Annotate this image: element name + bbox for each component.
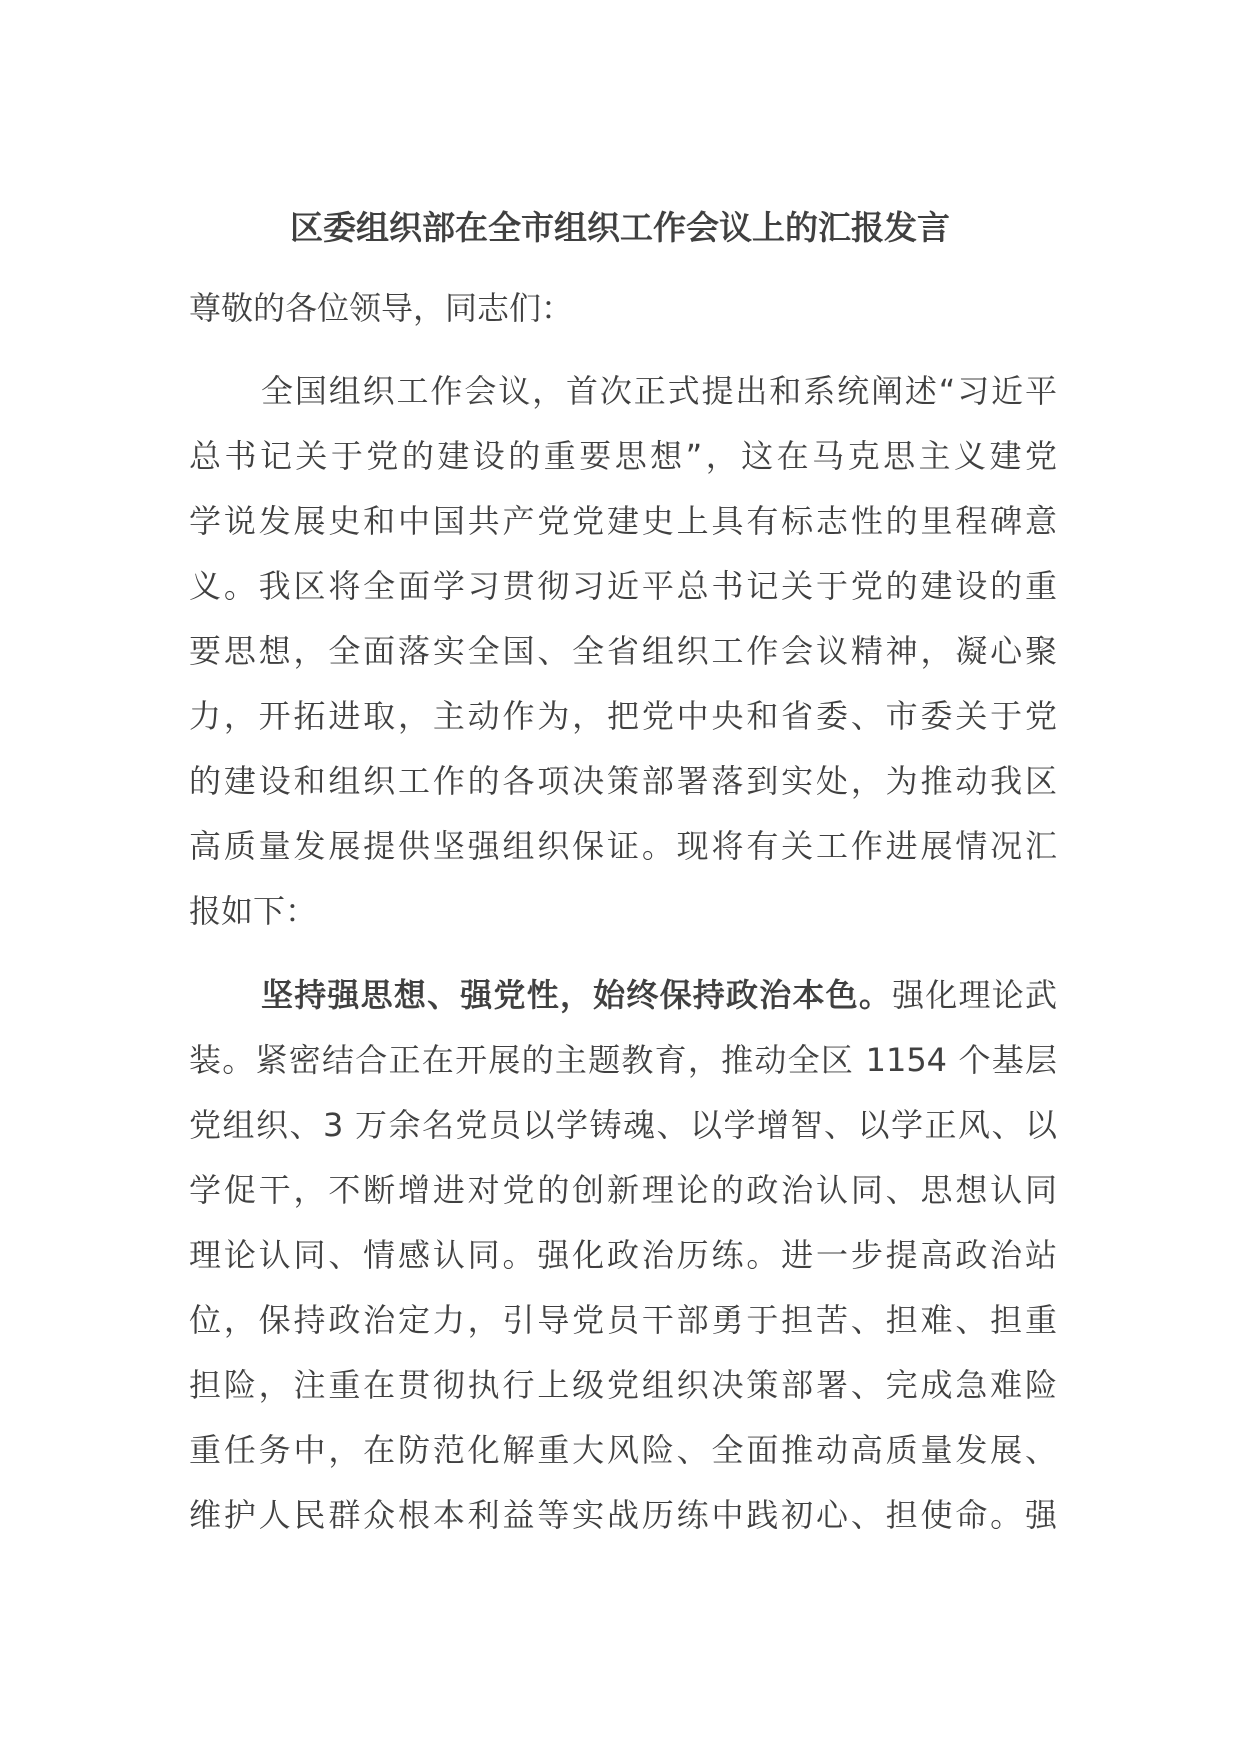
paragraph-line: 装。紧密结合正在开展的主题教育，推动全区 1154 个基层 bbox=[189, 1041, 1057, 1079]
paragraph-line: 全国组织工作会议，首次正式提出和系统阐述“习近平 bbox=[261, 372, 1057, 410]
paragraph-line: 高质量发展提供坚强组织保证。现将有关工作进展情况汇 bbox=[189, 827, 1057, 865]
paragraph-line: 力，开拓进取，主动作为，把党中央和省委、市委关于党 bbox=[189, 697, 1057, 735]
paragraph-line: 学说发展史和中国共产党党建史上具有标志性的里程碑意 bbox=[189, 502, 1057, 540]
section-heading: 坚持强思想、强党性，始终保持政治本色。 bbox=[261, 976, 893, 1014]
paragraph-line: 总书记关于党的建设的重要思想”，这在马克思主义建党 bbox=[189, 437, 1057, 475]
paragraph-line: 学促干，不断增进对党的创新理论的政治认同、思想认同 bbox=[189, 1171, 1057, 1209]
paragraph-line: 维护人民群众根本利益等实战历练中践初心、担使命。强 bbox=[189, 1496, 1057, 1534]
greeting: 尊敬的各位领导，同志们： bbox=[189, 289, 574, 327]
document-title: 区委组织部在全市组织工作会议上的汇报发言 bbox=[290, 208, 950, 247]
paragraph-line: 重任务中，在防范化解重大风险、全面推动高质量发展、 bbox=[189, 1431, 1057, 1469]
paragraph-line: 位，保持政治定力，引导党员干部勇于担苦、担难、担重 bbox=[189, 1301, 1057, 1339]
paragraph-line: 党组织、3 万余名党员以学铸魂、以学增智、以学正风、以 bbox=[189, 1106, 1057, 1144]
paragraph-line: 报如下： bbox=[189, 892, 318, 930]
paragraph-line: 理论认同、情感认同。强化政治历练。进一步提高政治站 bbox=[189, 1236, 1057, 1274]
paragraph-line: 要思想，全面落实全国、全省组织工作会议精神，凝心聚 bbox=[189, 632, 1057, 670]
paragraph-line bbox=[261, 972, 1057, 1018]
paragraph-line: 担险，注重在贯彻执行上级党组织决策部署、完成急难险 bbox=[189, 1366, 1057, 1404]
paragraph-line: 的建设和组织工作的各项决策部署落到实处，为推动我区 bbox=[189, 762, 1057, 800]
paragraph-text: 强化理论武 bbox=[892, 976, 1057, 1014]
paragraph-line: 义。我区将全面学习贯彻习近平总书记关于党的建设的重 bbox=[189, 567, 1057, 605]
